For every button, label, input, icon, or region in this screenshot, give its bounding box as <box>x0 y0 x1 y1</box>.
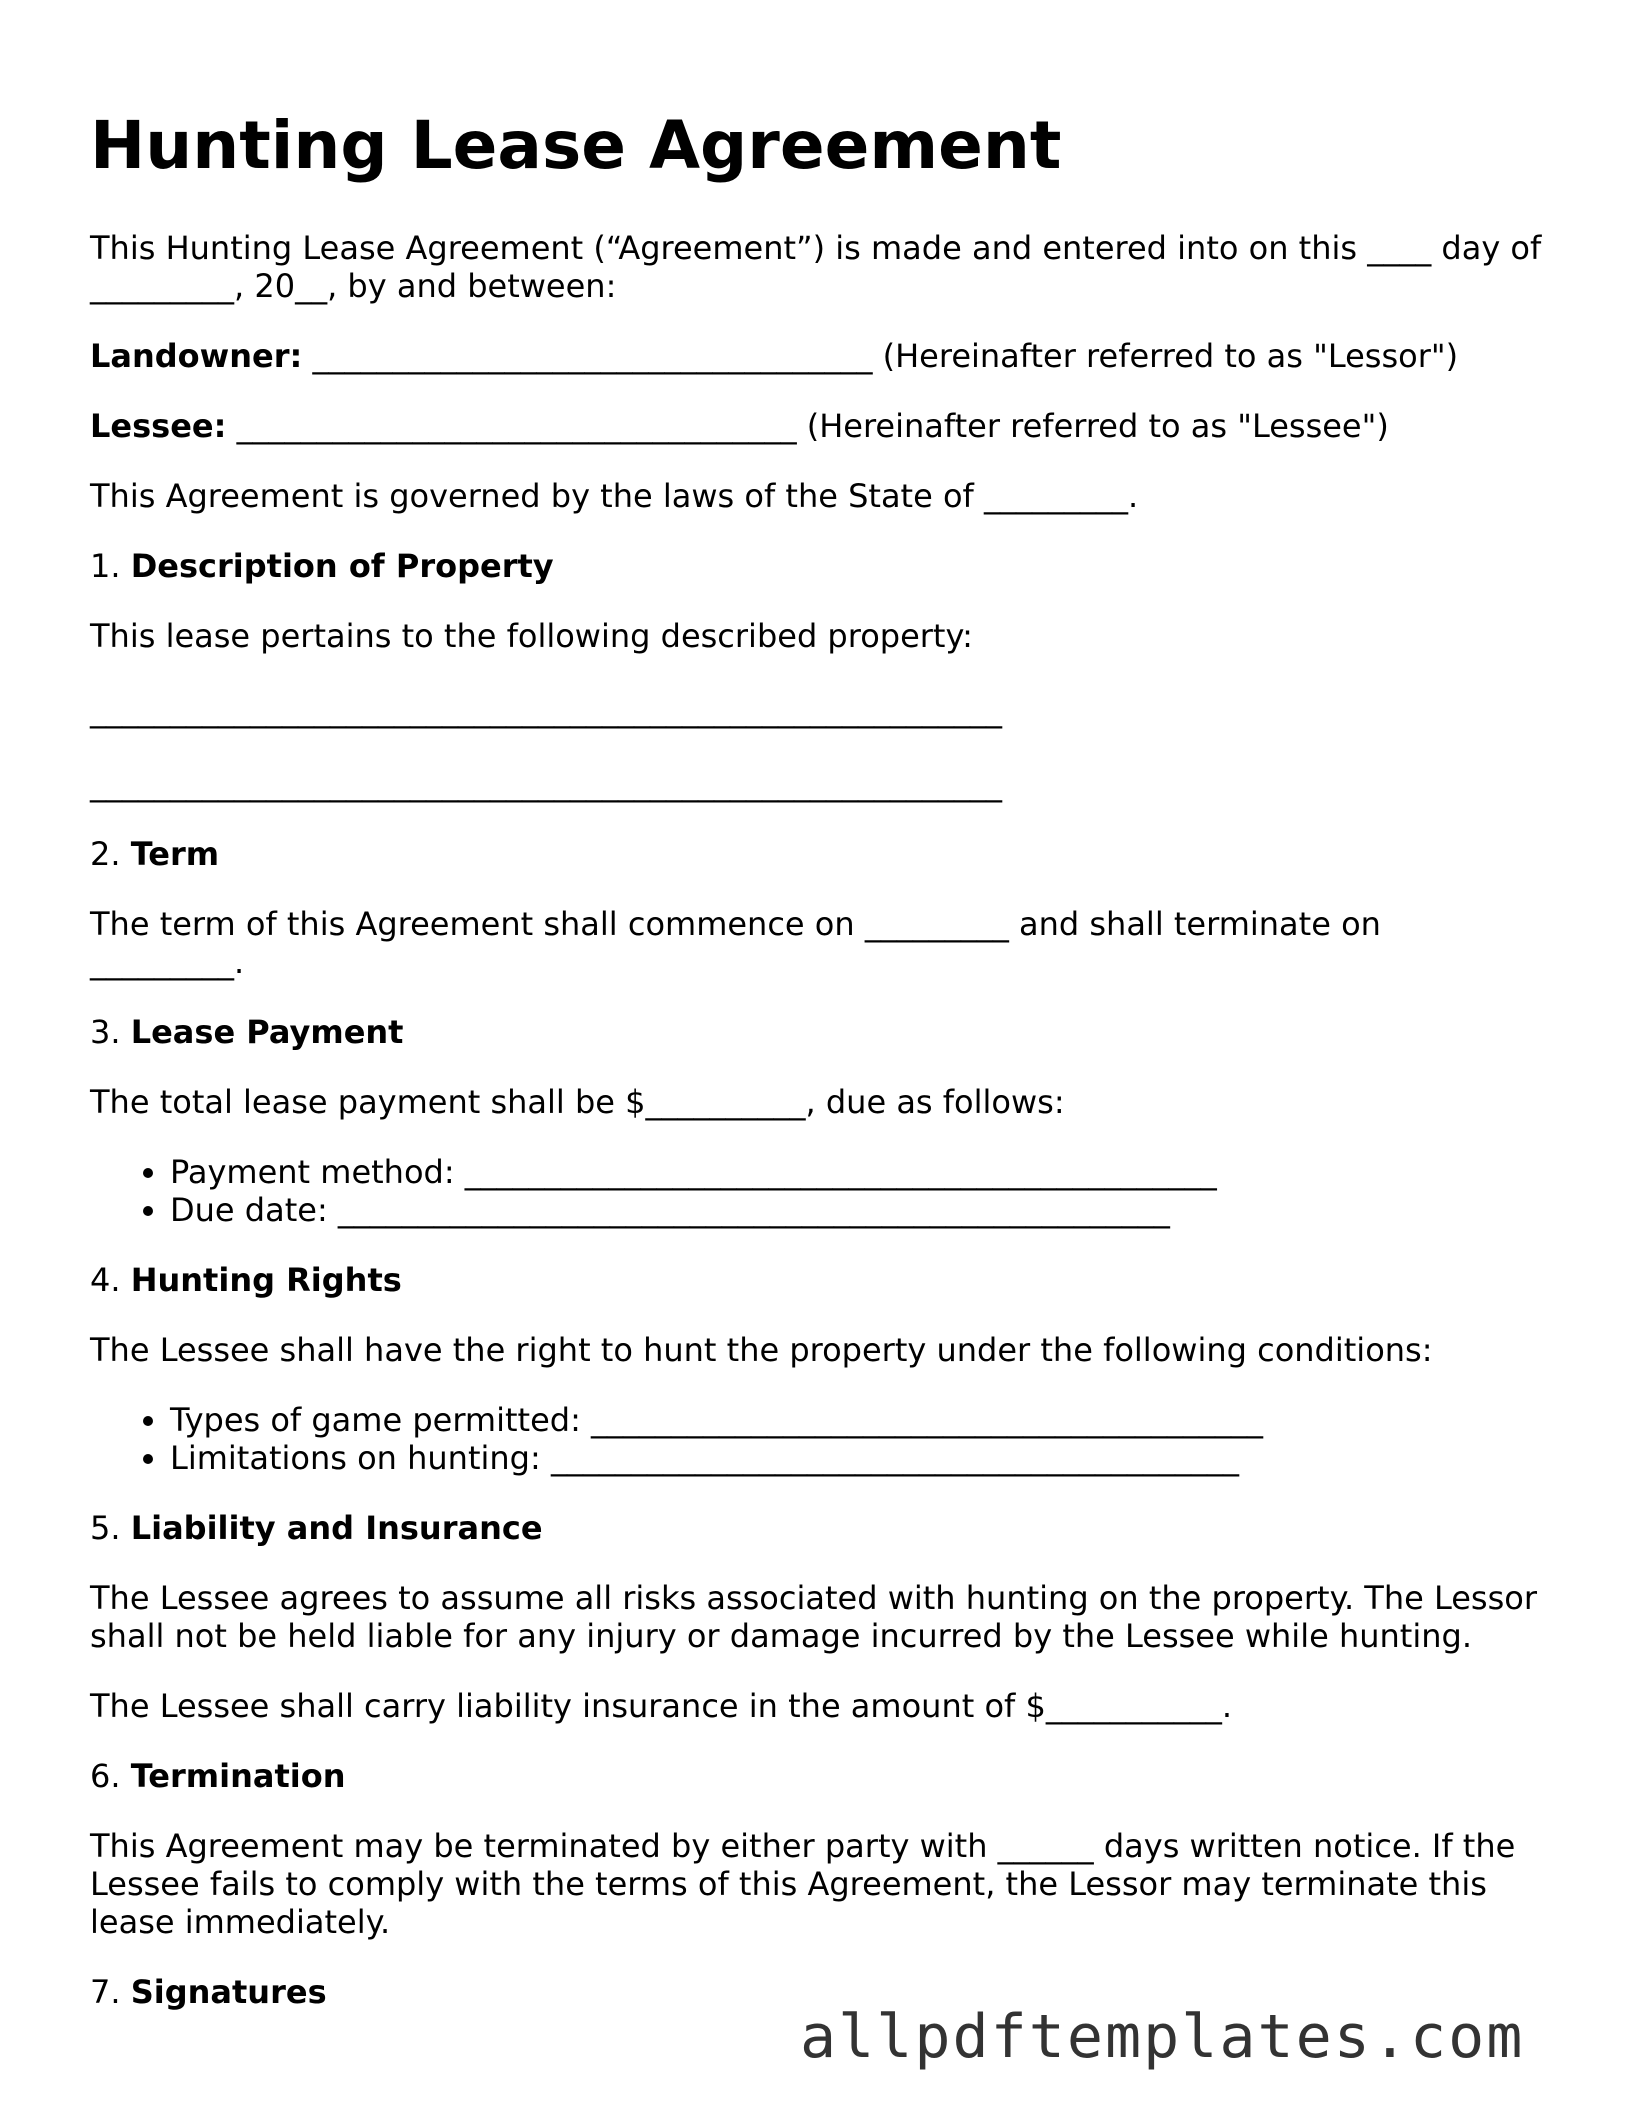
site-watermark: allpdftemplates.com <box>800 2002 1525 2072</box>
section-heading-term <box>90 835 1560 873</box>
property-description-text: This lease pertains to the following described property: <box>90 616 973 655</box>
term-text: The term of this Agreement shall commence on _________ and shall terminate on _________. <box>90 904 1381 981</box>
section-number: 5. <box>90 1508 131 1547</box>
section-number: 6. <box>90 1756 131 1795</box>
section-number: 2. <box>90 834 131 873</box>
property-blank-line: _________________________________________________________ <box>90 690 1002 729</box>
section-number: 7. <box>90 1972 131 2011</box>
hunting-rights-list <box>90 1401 1560 1477</box>
list-item: • Types of game permitted: __________________________________________ <box>170 1401 1560 1439</box>
section-heading-liability <box>90 1509 1560 1547</box>
section-heading-hunting-rights <box>90 1261 1560 1299</box>
landowner-label: Landowner: <box>90 336 303 375</box>
section-title: Lease Payment <box>130 1012 404 1051</box>
section-title: Hunting Rights <box>130 1260 402 1299</box>
list-item: • Due date: ____________________________________________________ <box>170 1191 1560 1229</box>
lessee-label: Lessee: <box>90 406 227 445</box>
intro-paragraph: This Hunting Lease Agreement (“Agreement”) is made and entered into on this ____ day of _________, 20__, by and between: <box>90 228 1542 305</box>
insurance-text: The Lessee shall carry liability insurance in the amount of $___________. <box>90 1686 1232 1725</box>
property-blank-lines <box>90 655 1560 803</box>
liability-text: The Lessee agrees to assume all risks associated with hunting on the property. The Lessor shall not be held liable for any injury or damage incurred by the Lessee while hunting. <box>90 1578 1537 1655</box>
document-title: Hunting Lease Agreement <box>90 107 1062 184</box>
lessee-line <box>90 407 1560 445</box>
section-heading-property <box>90 547 1560 585</box>
section-heading-termination <box>90 1757 1560 1795</box>
section-heading-payment <box>90 1013 1560 1051</box>
section-title: Description of Property <box>130 546 554 585</box>
lessee-blank: ___________________________________ (Hereinafter referred to as "Lessee") <box>226 406 1389 445</box>
payment-list <box>90 1153 1560 1229</box>
section-number: 4. <box>90 1260 131 1299</box>
section-title: Term <box>130 834 220 873</box>
payment-text: The total lease payment shall be $__________, due as follows: <box>90 1082 1065 1121</box>
section-title: Termination <box>130 1756 346 1795</box>
section-number: 1. <box>90 546 131 585</box>
governing-law: This Agreement is governed by the laws of the State of _________. <box>90 476 1139 515</box>
landowner-blank: ___________________________________ (Hereinafter referred to as "Lessor") <box>302 336 1459 375</box>
document-page <box>90 107 1560 2043</box>
termination-text: This Agreement may be terminated by either party with ______ days written notice. If the Lessee fails to comply with the terms of this Agreement, the Lessor may terminate this lease immediately. <box>90 1826 1516 1941</box>
section-number: 3. <box>90 1012 131 1051</box>
landowner-line <box>90 337 1560 375</box>
section-title: Signatures <box>130 1972 327 2011</box>
list-item: • Limitations on hunting: ___________________________________________ <box>170 1439 1560 1477</box>
property-blank-line: _________________________________________________________ <box>90 764 1002 803</box>
list-item: • Payment method: _______________________________________________ <box>170 1153 1560 1191</box>
hunting-rights-text: The Lessee shall have the right to hunt the property under the following conditions: <box>90 1330 1433 1369</box>
section-title: Liability and Insurance <box>130 1508 543 1547</box>
